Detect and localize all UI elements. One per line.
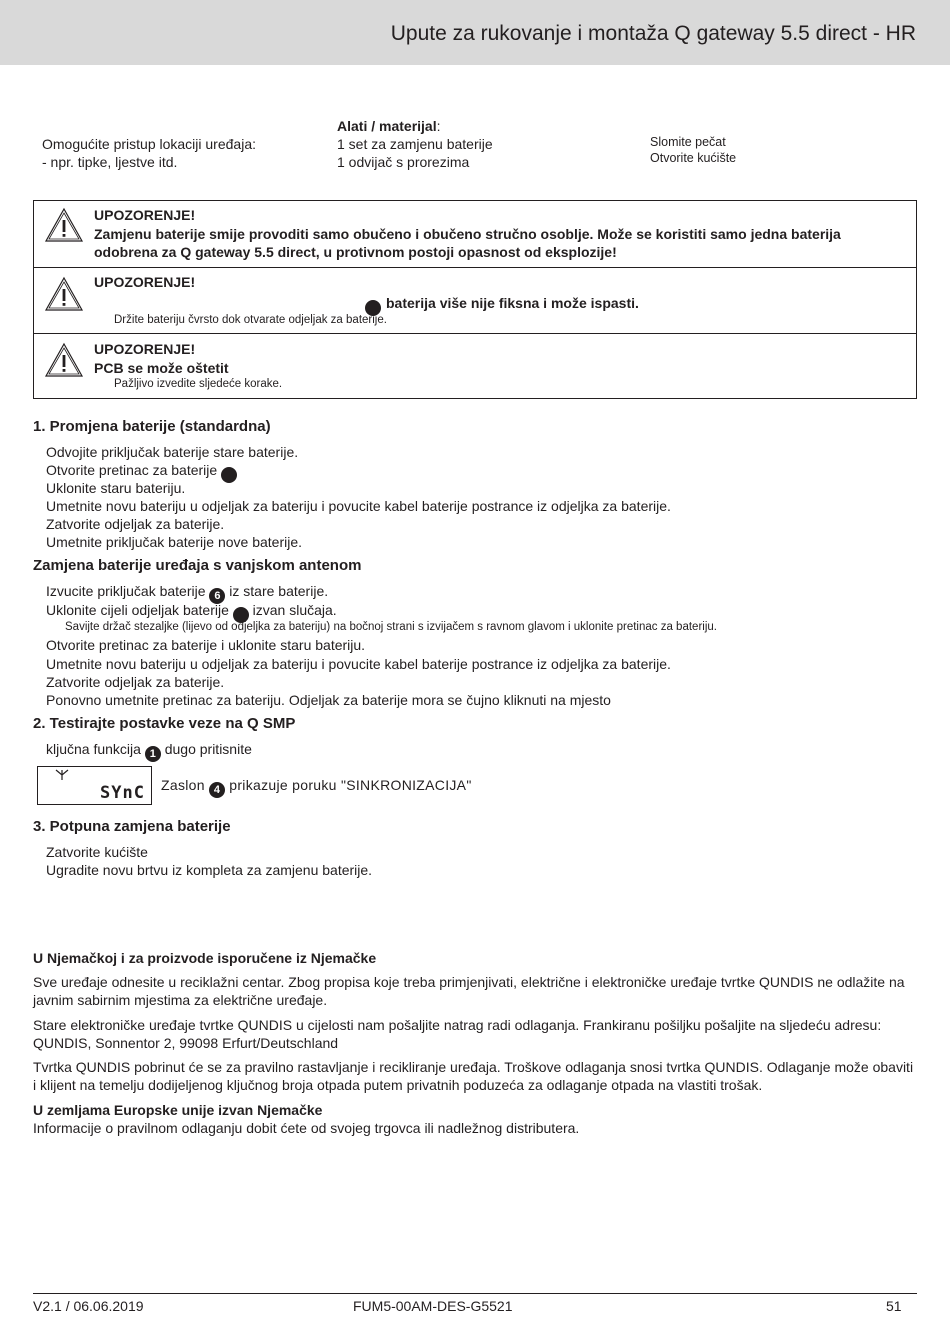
warning-box (33, 267, 917, 334)
callout-number-icon: 6 (209, 588, 225, 604)
warning-triangle-icon (44, 207, 84, 243)
instruction-line: Umetnite priključak baterije nove baterije. (46, 534, 303, 550)
section-heading: 1. Promjena baterije (standardna) (33, 418, 271, 435)
instruction-line: Zatvorite odjeljak za baterije. (46, 674, 225, 690)
warning-line: baterija više nije fiksna i može ispasti. (386, 295, 639, 311)
disposal-heading: U zemljama Europske unije izvan Njemačke (33, 1102, 323, 1118)
lcd-text: SYnC (100, 783, 145, 803)
instruction-line: Otvorite pretinac za baterije i uklonite staru bateriju. (46, 637, 366, 653)
instruction-line: Izvucite priključak baterije (46, 583, 206, 599)
instruction-line: Zatvorite kućište (46, 844, 148, 860)
disposal-paragraph: Stare elektroničke uređaje tvrtke QUNDIS u cijelosti nam pošaljite natrag radi odlaganja. Frankiranu pošiljku pošaljite na sljedeću adresu: QUNDIS, Sonnentor 2, 99098 Erfurt/Deutschland (33, 1017, 882, 1051)
instruction-line: dugo pritisnite (164, 741, 252, 757)
instruction-line: izvan slučaja. (252, 602, 337, 618)
instruction-line: ključna funkcija (46, 741, 141, 757)
instruction-line: Umetnite novu bateriju u odjeljak za bateriju i povucite kabel baterije postrance iz odjeljka za baterije. (46, 656, 671, 672)
section-heading: 3. Potpuna zamjena baterije (33, 818, 231, 835)
warning-line: odobrena za Q gateway 5.5 direct, u protivnom postoji opasnost od eksplozije! (94, 244, 617, 260)
warning-note: Pažljivo izvedite sljedeće korake. (114, 378, 283, 390)
warning-triangle-icon (44, 276, 84, 312)
warning-line: PCB se može oštetit (94, 360, 229, 376)
instruction-line: Otvorite pretinac za baterije (46, 462, 218, 478)
instruction-line: Zatvorite odjeljak za baterije. (46, 516, 225, 532)
warning-triangle-icon (44, 342, 84, 378)
page-title: Upute za rukovanje i montaža Q gateway 5.5 direct - HR (390, 22, 916, 45)
display-caption-wrap (161, 776, 472, 798)
step-text: Slomite pečat (650, 135, 726, 149)
callout-number-icon: 1 (145, 746, 161, 762)
warning-note: Držite bateriju čvrsto dok otvarate odjeljak za baterije. (114, 314, 387, 326)
access-example: - npr. tipke, ljestve itd. (42, 154, 178, 170)
instruction-line: Uklonite staru bateriju. (46, 480, 186, 496)
warning-line-wrap (365, 294, 639, 316)
footer-version: V2.1 / 06.06.2019 (33, 1298, 144, 1314)
instruction-line: Ugradite novu brtvu iz kompleta za zamjenu baterije. (46, 862, 373, 878)
callout-number-icon: 4 (209, 782, 225, 798)
antenna-icon (55, 769, 69, 781)
disposal-paragraph: Tvrtka QUNDIS pobrinut će se za pravilno rastavljanje i recikliranje uređaja. Troškove odlaganja snosi tvrtka QUNDIS. Odlaganje može obaviti i klijent na temelju dodijeljenog ključnog broja otpada putem privatnih poduzeća za odlaganje otpada na vlastiti trošak. (33, 1059, 914, 1093)
disposal-paragraph: Informacije o pravilnom odlaganju dobit ćete od svojeg trgovca ili nadležnog distributera. (33, 1120, 580, 1136)
disposal-paragraph: Sve uređaje odnesite u reciklažni centar. Zbog propisa koje treba primjenjivati, električne i elektroničke uređaje tvrtke QUNDIS ne odlažite na javnim sabirnim mjestima za električne uređaje. (33, 974, 905, 1008)
instruction-note: Savijte držač stezaljke (lijevo od odjeljka za bateriju) na bočnoj strani s izvijačem s ravnom glavom i uklonite pretinac za bateriju. (65, 621, 717, 633)
instruction-line: Uklonite cijeli odjeljak baterije (46, 602, 229, 618)
warning-title: UPOZORENJE! (94, 207, 196, 223)
page-number: 51 (886, 1298, 902, 1314)
instruction-line: iz stare baterije. (229, 583, 329, 599)
tools-item: 1 odvijač s prorezima (337, 154, 470, 170)
section-heading: Zamjena baterije uređaja s vanjskom antenom (33, 557, 362, 574)
section-heading: 2. Testirajte postavke veze na Q SMP (33, 715, 296, 732)
tools-title-colon: : (436, 118, 441, 134)
tools-item: 1 set za zamjenu baterije (337, 136, 493, 152)
footer-divider (33, 1293, 917, 1294)
disposal-heading: U Njemačkoj i za proizvode isporučene iz Njemačke (33, 950, 377, 966)
instruction-line-wrap (46, 740, 252, 762)
footer-doc-code: FUM5-00AM-DES-G5521 (353, 1298, 513, 1314)
warning-line: Zamjenu baterije smije provoditi samo obučeno i obučeno stručno osoblje. Može se koristiti samo jedna baterija (94, 226, 841, 242)
tools-title-wrap (337, 117, 440, 135)
access-text: Omogućite pristup lokaciji uređaja: (42, 136, 256, 152)
warning-title: UPOZORENJE! (94, 274, 196, 290)
display-caption: prikazuje poruku "SINKRONIZACIJA" (229, 777, 472, 793)
lcd-display (37, 766, 152, 805)
step-text: Otvorite kućište (650, 151, 737, 165)
warning-box (33, 333, 917, 399)
warning-box (33, 200, 917, 268)
instruction-line: Ponovno umetnite pretinac za bateriju. Odjeljak za baterije mora se čujno kliknuti na mjesto (46, 692, 611, 708)
callout-bullet-icon (221, 467, 237, 483)
tools-title: Alati / materijal (337, 118, 437, 134)
warning-title: UPOZORENJE! (94, 341, 196, 357)
instruction-line: Umetnite novu bateriju u odjeljak za bateriju i povucite kabel baterije postrance iz odjeljka za baterije. (46, 498, 671, 514)
display-caption: Zaslon (161, 777, 205, 793)
instruction-line: Odvojite priključak baterije stare baterije. (46, 444, 299, 460)
